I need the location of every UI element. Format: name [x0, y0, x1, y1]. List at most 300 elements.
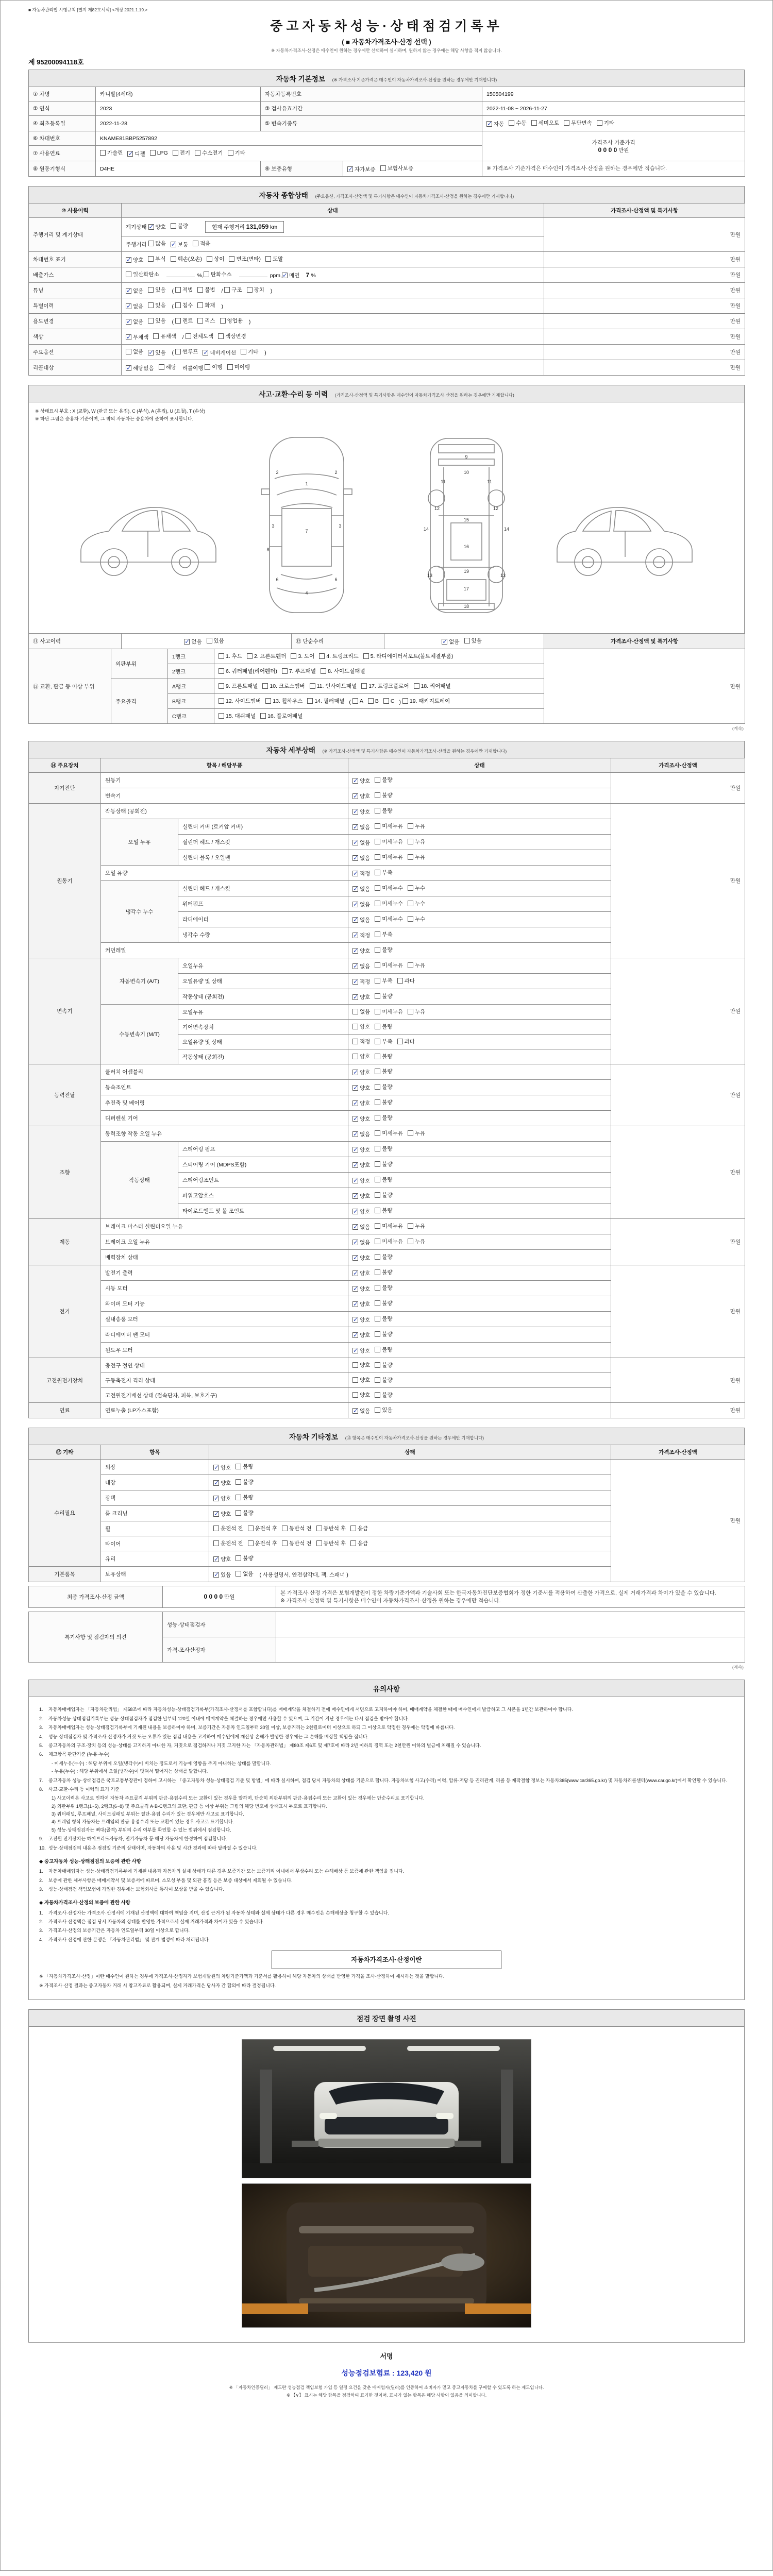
checkbox-label: 없음	[360, 1224, 371, 1230]
table-cell: 연료누출 (LP가스포함)	[101, 1403, 348, 1418]
etc-info-table	[28, 1445, 745, 1582]
table-cell: 등속조인트	[101, 1080, 348, 1095]
checkbox-option	[175, 301, 193, 309]
checkbox-label: 전기	[179, 150, 191, 156]
table-cell: 오일누유	[178, 958, 348, 974]
checkbox-label: 없음	[360, 1009, 371, 1015]
checkbox	[375, 1009, 380, 1014]
table-cell	[209, 1490, 611, 1506]
checkbox-label: 불량	[382, 808, 393, 814]
table-cell: 만원	[544, 329, 745, 345]
table-cell: 브레이크 오일 누유	[101, 1234, 348, 1250]
table-cell: 실린더 커버 (로커암 커버)	[178, 819, 348, 835]
checkbox-label: 침수	[182, 302, 193, 309]
panel-number: 3	[272, 523, 275, 529]
checkbox-option	[375, 961, 403, 969]
checkbox: ✓	[353, 1192, 359, 1199]
checkbox-option	[352, 901, 370, 908]
notice-title: 유의사항	[29, 1680, 744, 1697]
table-cell	[348, 927, 611, 943]
checkbox-label: 미세누수	[382, 916, 403, 922]
checkbox-label: 미세누유	[382, 823, 403, 829]
checkbox	[352, 698, 358, 704]
checkbox-label: 불량	[243, 1510, 254, 1516]
checkbox	[352, 1054, 358, 1059]
checkbox-label: 누수	[414, 916, 426, 922]
checkbox-option	[171, 241, 188, 248]
checkbox-option	[126, 302, 143, 310]
checkbox-option	[375, 1268, 392, 1276]
checkbox-option	[220, 317, 243, 325]
checkbox-option	[126, 270, 159, 278]
table-cell	[214, 679, 544, 694]
checkbox	[509, 120, 514, 126]
table-cell: 만원	[611, 773, 745, 804]
checkbox-option	[213, 1495, 231, 1502]
checkbox-label: 불량	[382, 1177, 393, 1183]
table-cell: 기어변속장치	[178, 1020, 348, 1035]
checkbox-option	[236, 1478, 253, 1486]
checkbox-label: 누수	[414, 901, 426, 907]
checkbox	[282, 1540, 288, 1546]
checkbox-option	[173, 149, 190, 157]
checkbox	[148, 241, 154, 246]
checkbox-option	[126, 256, 143, 264]
table-cell	[348, 819, 611, 835]
table-cell: 없음 ✓ 있음 ( 썬루프 ✓ 네비게이션 기타 )	[122, 345, 544, 360]
checkbox-label: 없음	[191, 639, 202, 645]
table-cell: 주행거리 많음 ✓ 보통 적음	[122, 236, 544, 252]
table-cell	[276, 1612, 745, 1637]
checkbox	[148, 318, 154, 324]
table-cell: 카니발(4세대)	[96, 87, 261, 101]
checkbox-option	[236, 1494, 253, 1501]
checkbox-label: 양호	[360, 1085, 371, 1091]
table-cell: ※ 가격조사 기준가격은 매수인이 가격조사·산정을 원하는 경우에만 적습니다.	[482, 161, 745, 177]
checkbox-label: 불량	[382, 1300, 393, 1307]
checkbox	[219, 698, 224, 704]
checkbox-option	[229, 255, 261, 263]
checkbox	[375, 1392, 380, 1398]
checkbox	[205, 364, 210, 370]
table-cell	[122, 252, 544, 267]
checkbox-label: 미세누유	[382, 839, 403, 845]
checkbox-label: 17. 트렁크플로어	[368, 683, 409, 689]
notice-line: ※ 가격조사·산정 결과는 중고자동차 거래 시 참고자료로 활용되며, 실제 거래가격은 당사자 간 합의에 따라 결정됩니다.	[39, 1982, 276, 1988]
checkbox: ✓	[353, 1223, 359, 1230]
checkbox-label: 없음	[360, 1240, 371, 1246]
checkbox-option	[486, 120, 504, 128]
checkbox	[148, 302, 154, 308]
checkbox	[153, 333, 159, 339]
notice-item: 2. 가격조사·산정액은 점검 당시 자동차의 상태를 반영한 가격으로서 실제 거래가격과 차이가 있을 수 있습니다.	[39, 1919, 264, 1924]
checkbox-label: 양호	[221, 1480, 231, 1486]
checkbox-label: 없음	[360, 963, 371, 970]
checkbox-label: 불법	[205, 287, 215, 293]
section-basic-info	[28, 70, 745, 87]
checkbox-option	[316, 1539, 346, 1547]
table-cell: 자동차등록번호	[261, 87, 482, 101]
checkbox: ✓	[353, 1239, 359, 1246]
notice-item: 5. 중고자동차의 구조·장치 등의 성능·상태를 고지하지 아니한 자, 거짓으로 점검하거나 거짓 고지한 자는 「자동차관리법」 제80조 제6호 및 제7호에 따라 2년 이하의 징역 또는 2천만원 이하의 벌금에 처해질 수 있습니다.	[39, 1742, 481, 1748]
checkbox-option	[321, 667, 365, 675]
checkbox-option	[375, 838, 403, 845]
checkbox-label: 양호	[360, 1377, 371, 1383]
checkbox-option	[375, 1145, 392, 1153]
checkbox-label: 양호	[360, 1286, 371, 1292]
checkbox: ✓	[353, 901, 359, 908]
notice-item: 3. 성능·상태점검 책임보험에 가입한 경우에는 보험회사를 통하여 보상을 받을 수 있습니다.	[39, 1886, 224, 1892]
checkbox	[375, 839, 380, 844]
checkbox-label: 불량	[382, 1285, 393, 1291]
table-cell: ✓ 무채색 유채색 / 전체도색 색상변경	[122, 329, 544, 345]
checkbox: ✓	[353, 1069, 359, 1076]
checkbox: ✓	[353, 1331, 359, 1338]
checkbox-option	[375, 853, 403, 861]
checkbox-label: 불량	[382, 792, 393, 799]
table-cell: 와이퍼 모터 기능	[101, 1296, 348, 1312]
panel-number: 14	[503, 527, 510, 532]
notice-subitem: 5) 성능·상태점검자는 뼈대(골격) 부위의 수리 여부를 확인할 수 있는 범위에서 점검합니다.	[52, 1827, 231, 1833]
table-cell	[214, 649, 544, 664]
checkbox-option	[375, 807, 392, 815]
checkbox-option	[175, 317, 193, 325]
checkbox	[397, 978, 403, 984]
table-cell	[348, 1005, 611, 1020]
table-cell	[348, 1173, 611, 1188]
checkbox-option	[375, 1330, 392, 1338]
notice-item: 3. 가격조사·산정의 보증기간은 자동차 인도일부터 30일 이상으로 합니다.	[39, 1928, 190, 1934]
checkbox-label: 15. 대쉬패널	[226, 713, 256, 719]
table-cell: 구동축전지 격리 상태	[101, 1373, 348, 1388]
checkbox-option	[316, 1524, 346, 1532]
table-cell: 최종 가격조사·산정 금액	[29, 1586, 163, 1608]
checkbox: ✓	[353, 1146, 359, 1153]
section-detail-condition	[28, 741, 745, 758]
checkbox-option	[375, 1053, 392, 1060]
checkbox-option	[153, 332, 176, 340]
checkbox-option	[213, 1539, 243, 1547]
page-marker: (계속)	[732, 726, 744, 731]
table-cell	[348, 1219, 611, 1234]
checkbox-label: 리스	[205, 318, 215, 324]
checkbox	[375, 1130, 380, 1136]
checkbox-option	[205, 363, 222, 371]
table-cell: 내장	[101, 1475, 209, 1490]
checkbox	[236, 1555, 241, 1561]
table-cell: 튜닝	[29, 283, 122, 298]
checkbox	[375, 1099, 380, 1105]
checkbox	[291, 653, 296, 659]
checkbox	[213, 1540, 219, 1546]
checkbox-option	[402, 697, 450, 705]
checkbox-label: 변조(변타)	[236, 256, 261, 262]
checkbox-label: 누유	[414, 1009, 426, 1015]
checkbox	[247, 653, 253, 659]
checkbox-option	[597, 119, 614, 127]
checkbox-label: 양호	[133, 257, 144, 263]
checkbox-label: 부족	[382, 870, 393, 876]
checkbox-option	[195, 149, 223, 157]
checkbox: ✓	[353, 870, 359, 877]
table-cell	[348, 1296, 611, 1312]
checkbox-option	[159, 363, 176, 371]
table-cell: 냉각수 누수	[101, 881, 178, 943]
checkbox	[408, 1009, 413, 1014]
notice-item: 4. 가격조사·산정에 관한 분쟁은 「자동차관리법」 및 관계 법령에 따라 처리됩니다.	[39, 1937, 210, 1942]
checkbox: ✓	[203, 349, 209, 356]
table-cell: 자기진단	[29, 773, 101, 804]
checkbox	[408, 1130, 413, 1136]
checkbox-label: 없음	[360, 917, 371, 923]
checkbox-option	[375, 915, 403, 923]
notice-section	[28, 1680, 745, 2000]
checkbox-label: 양호	[360, 1178, 371, 1184]
checkbox	[402, 698, 408, 704]
detail-condition-table	[28, 758, 745, 1418]
checkbox-option	[375, 1361, 392, 1369]
checkbox-option	[227, 363, 250, 371]
checkbox-option	[375, 1406, 392, 1414]
section-note: (가격조사·산정액 및 특기사항은 매수인이 자동차가격조사·산정을 원하는 경우에만 기재합니다)	[334, 393, 514, 398]
table-cell: 오일유량 및 상태	[178, 974, 348, 989]
checkbox-option	[352, 962, 370, 970]
table-cell	[214, 709, 544, 724]
panel-number: 11	[441, 479, 446, 484]
subtitle-note: ※ 자동차가격조사·산정은 매수인이 원하는 경우에만 선택하여 실시하며, 원하지 않는 경우에는 해당 사항을 적지 않습니다.	[271, 48, 502, 53]
notice-subheading-warranty: ◆ 중고자동차 성능·상태점검의 보증에 관한 사항	[39, 1859, 142, 1865]
checkbox: ✓	[348, 165, 354, 173]
checkbox-option	[352, 1038, 370, 1045]
checkbox-option	[375, 776, 392, 784]
checkbox: ✓	[171, 241, 176, 248]
checkbox	[148, 256, 154, 262]
notice-subitem: 2) 외판부위 1랭크(1~5), 2랭크(6~8) 및 주요골격 A·B·C랭크의 교환, 판금 등 이상 부위는 그림의 해당 번호에 상태표시 부호로 표기합니다.	[52, 1803, 327, 1809]
checkbox-label: 불량	[382, 1377, 393, 1383]
table-cell	[348, 1388, 611, 1403]
checkbox-label: 불량	[382, 1208, 393, 1214]
checkbox	[375, 1192, 380, 1198]
table-cell: 오일유량 및 상태	[178, 1035, 348, 1049]
checkbox-label: 불량	[382, 1316, 393, 1322]
checkbox	[375, 1331, 380, 1337]
table-cell: 추진축 및 베어링	[101, 1095, 348, 1111]
checkbox-label: 많음	[155, 241, 166, 247]
checkbox-label: 누유	[414, 962, 426, 969]
table-cell: 작동상태 (공회전)	[101, 804, 348, 819]
checkbox-option	[375, 1391, 392, 1399]
checkbox	[262, 683, 268, 689]
table-cell: 원동기	[29, 804, 101, 958]
checkbox-option	[352, 1146, 370, 1154]
checkbox	[375, 901, 380, 906]
checkbox	[375, 916, 380, 922]
checkbox-option	[126, 318, 143, 326]
table-cell	[348, 850, 611, 866]
checkbox: ✓	[442, 638, 448, 645]
checkbox-option	[291, 652, 314, 660]
checkbox-label: 미세누수	[382, 885, 403, 891]
checkbox-label: 동반석 후	[323, 1540, 346, 1547]
checkbox	[383, 698, 389, 704]
checkbox-option	[213, 1510, 231, 1518]
table-cell: 상태	[122, 204, 544, 218]
table-cell	[348, 989, 611, 1005]
checkbox-label: 양호	[360, 1054, 371, 1060]
checkbox: ✓	[214, 1495, 220, 1502]
checkbox-option	[175, 348, 198, 355]
checkbox-option	[397, 1038, 415, 1045]
table-cell: 색상	[29, 329, 122, 345]
table-cell	[348, 1312, 611, 1327]
checkbox-option	[375, 930, 392, 938]
checkbox	[218, 333, 224, 339]
checkbox	[375, 792, 380, 798]
checkbox	[352, 1392, 358, 1398]
checkbox-label: 가솔린	[107, 150, 123, 156]
checkbox-label: 일산화탄소	[133, 272, 159, 278]
checkbox	[228, 150, 233, 156]
checkbox	[282, 668, 288, 674]
checkbox	[350, 1540, 356, 1546]
checkbox-label: 미세누유	[382, 962, 403, 969]
table-cell: 보유상태	[101, 1567, 209, 1582]
panel-number: 14	[423, 527, 429, 532]
checkbox-label: 불량	[382, 947, 393, 953]
table-cell: 만원	[544, 649, 745, 724]
checkbox-option	[375, 822, 403, 830]
checkbox	[408, 823, 413, 829]
checkbox-option	[352, 1316, 370, 1324]
checkbox: ✓	[353, 931, 359, 939]
table-cell: 가격·조사산정자	[163, 1637, 276, 1663]
checkbox	[350, 1526, 356, 1531]
signature-label: 서명	[380, 2352, 393, 2361]
checkbox: ✓	[148, 349, 154, 356]
checkbox-label: 12. 사이드멤버	[226, 698, 261, 704]
checkbox: ✓	[126, 333, 132, 341]
checkbox-label: 양호	[360, 1332, 371, 1338]
notice-item: 3. 자동차매매업자는 성능·상태점검기록부에 기재된 내용을 보증하여야 하며, 보증기간은 자동차 인도일부터 30일 이상, 보증거리는 2천킬로미터 이상으로 하되 그 이상으로 약정한 경우에는 약정에 따릅니다.	[39, 1725, 455, 1731]
checkbox	[352, 1009, 358, 1014]
checkbox	[375, 1407, 380, 1413]
checkbox-label: 불량	[382, 1161, 393, 1167]
table-cell: ⑬ 교환, 판금 등 이상 부위	[29, 649, 111, 724]
table-cell: 항목 / 해당부품	[101, 758, 348, 773]
checkbox-option	[171, 255, 203, 263]
checkbox	[363, 653, 369, 659]
checkbox-label: 적정	[360, 979, 371, 985]
checkbox	[464, 638, 470, 643]
table-cell: 냉각수 수량	[178, 927, 348, 943]
checkbox-label: 무단변속	[571, 120, 592, 126]
table-cell	[348, 1095, 611, 1111]
checkbox	[171, 223, 176, 229]
checkbox-option	[375, 869, 392, 876]
inspector-opinion-table	[28, 1612, 745, 1663]
checkbox-option	[262, 682, 305, 690]
table-cell: 연료	[29, 1403, 101, 1418]
checkbox-option	[236, 1509, 253, 1517]
section-title: 자동차 기타정보	[289, 1433, 338, 1441]
checkbox	[375, 1300, 380, 1306]
checkbox-label: 기타	[603, 120, 615, 126]
checkbox-label: 양호	[360, 1147, 371, 1153]
checkbox-option	[352, 916, 370, 924]
table-cell	[209, 1536, 611, 1551]
table-cell: 만원	[544, 298, 745, 314]
accident-summary-table	[28, 633, 745, 649]
checkbox: ✓	[353, 1407, 359, 1414]
panel-number: 13	[500, 573, 506, 578]
checkbox	[213, 1526, 219, 1531]
table-cell	[348, 1403, 611, 1418]
checkbox	[316, 1540, 322, 1546]
checkbox-label: 5. 라디에이터서포트(볼트체결부품)	[370, 653, 453, 659]
table-cell	[214, 664, 544, 679]
checkbox: ✓	[353, 1161, 359, 1168]
checkbox-label: 누유	[414, 854, 426, 860]
checkbox-option	[352, 1130, 370, 1138]
checkbox-label: 13. 휠하우스	[273, 698, 303, 704]
table-cell: 유리	[101, 1551, 209, 1567]
table-cell: 2랭크	[168, 664, 214, 679]
notice-subitem: 1) 사고이력은 사고로 인하여 자동차 주요골격 부위의 판금·용접수리 또는 교환이 있는 경우를 말하며, 단순히 외판부위의 판금·용접수리 또는 교환이 있는 경우에는 단순수리로 표기합니다.	[52, 1795, 425, 1801]
checkbox-label: 과다	[404, 1039, 415, 1045]
checkbox-label: 없음	[133, 319, 144, 325]
table-cell: ③ 검사유효기간	[261, 101, 482, 116]
checkbox: ✓	[353, 1115, 359, 1122]
checkbox	[375, 1285, 380, 1291]
checkbox-option	[171, 222, 188, 230]
checkbox-label: 11. 인사이드패널	[316, 683, 357, 689]
table-cell: ✓ 없음 있음 ( 적법 불법 / 구조 장치 )	[122, 283, 544, 298]
section-note: (※ 가격조사 기준가격은 매수인이 자동차가격조사·산정을 원하는 경우에만 기재합니다)	[332, 77, 497, 82]
checkbox	[236, 1464, 241, 1469]
table-cell	[348, 974, 611, 989]
fee-value: 123,420 원	[396, 2369, 432, 2378]
checkbox	[236, 1510, 241, 1516]
checkbox-label: A	[359, 698, 363, 704]
section-accident-history	[28, 385, 745, 402]
checkbox-option	[375, 1023, 392, 1030]
table-cell: KNAME81BBP5257892	[96, 131, 482, 146]
panel-number: 12	[434, 506, 440, 511]
checkbox: ✓	[128, 150, 133, 157]
checkbox-option	[282, 1524, 312, 1532]
checkbox-option	[397, 977, 415, 985]
checkbox-label: 해당없음	[133, 365, 154, 371]
checkbox	[375, 1269, 380, 1275]
checkbox-option	[375, 1253, 392, 1261]
checkbox-label: 불량	[382, 1054, 393, 1060]
checkbox	[321, 668, 326, 674]
checkbox-option	[219, 712, 256, 720]
checkbox: ✓	[353, 993, 359, 1001]
checkbox-label: 양호	[360, 1348, 371, 1354]
checkbox	[375, 1347, 380, 1352]
checkbox-option	[150, 150, 168, 156]
checkbox-option	[126, 348, 143, 355]
footer-note-2: ※ 【∨】 표시는 해당 항목을 점검하여 표기한 것이며, 표시가 없는 항목은 해당 사항이 없음을 의미합니다.	[286, 2393, 487, 2398]
table-cell: 만원	[611, 958, 745, 1064]
checkbox	[375, 1362, 380, 1368]
checkbox	[236, 1571, 241, 1577]
table-cell: 스티어링조인트	[178, 1173, 348, 1188]
checkbox-label: 양호	[360, 1317, 371, 1323]
checkbox-option	[509, 119, 526, 127]
checkbox-label: LPG	[157, 149, 168, 156]
